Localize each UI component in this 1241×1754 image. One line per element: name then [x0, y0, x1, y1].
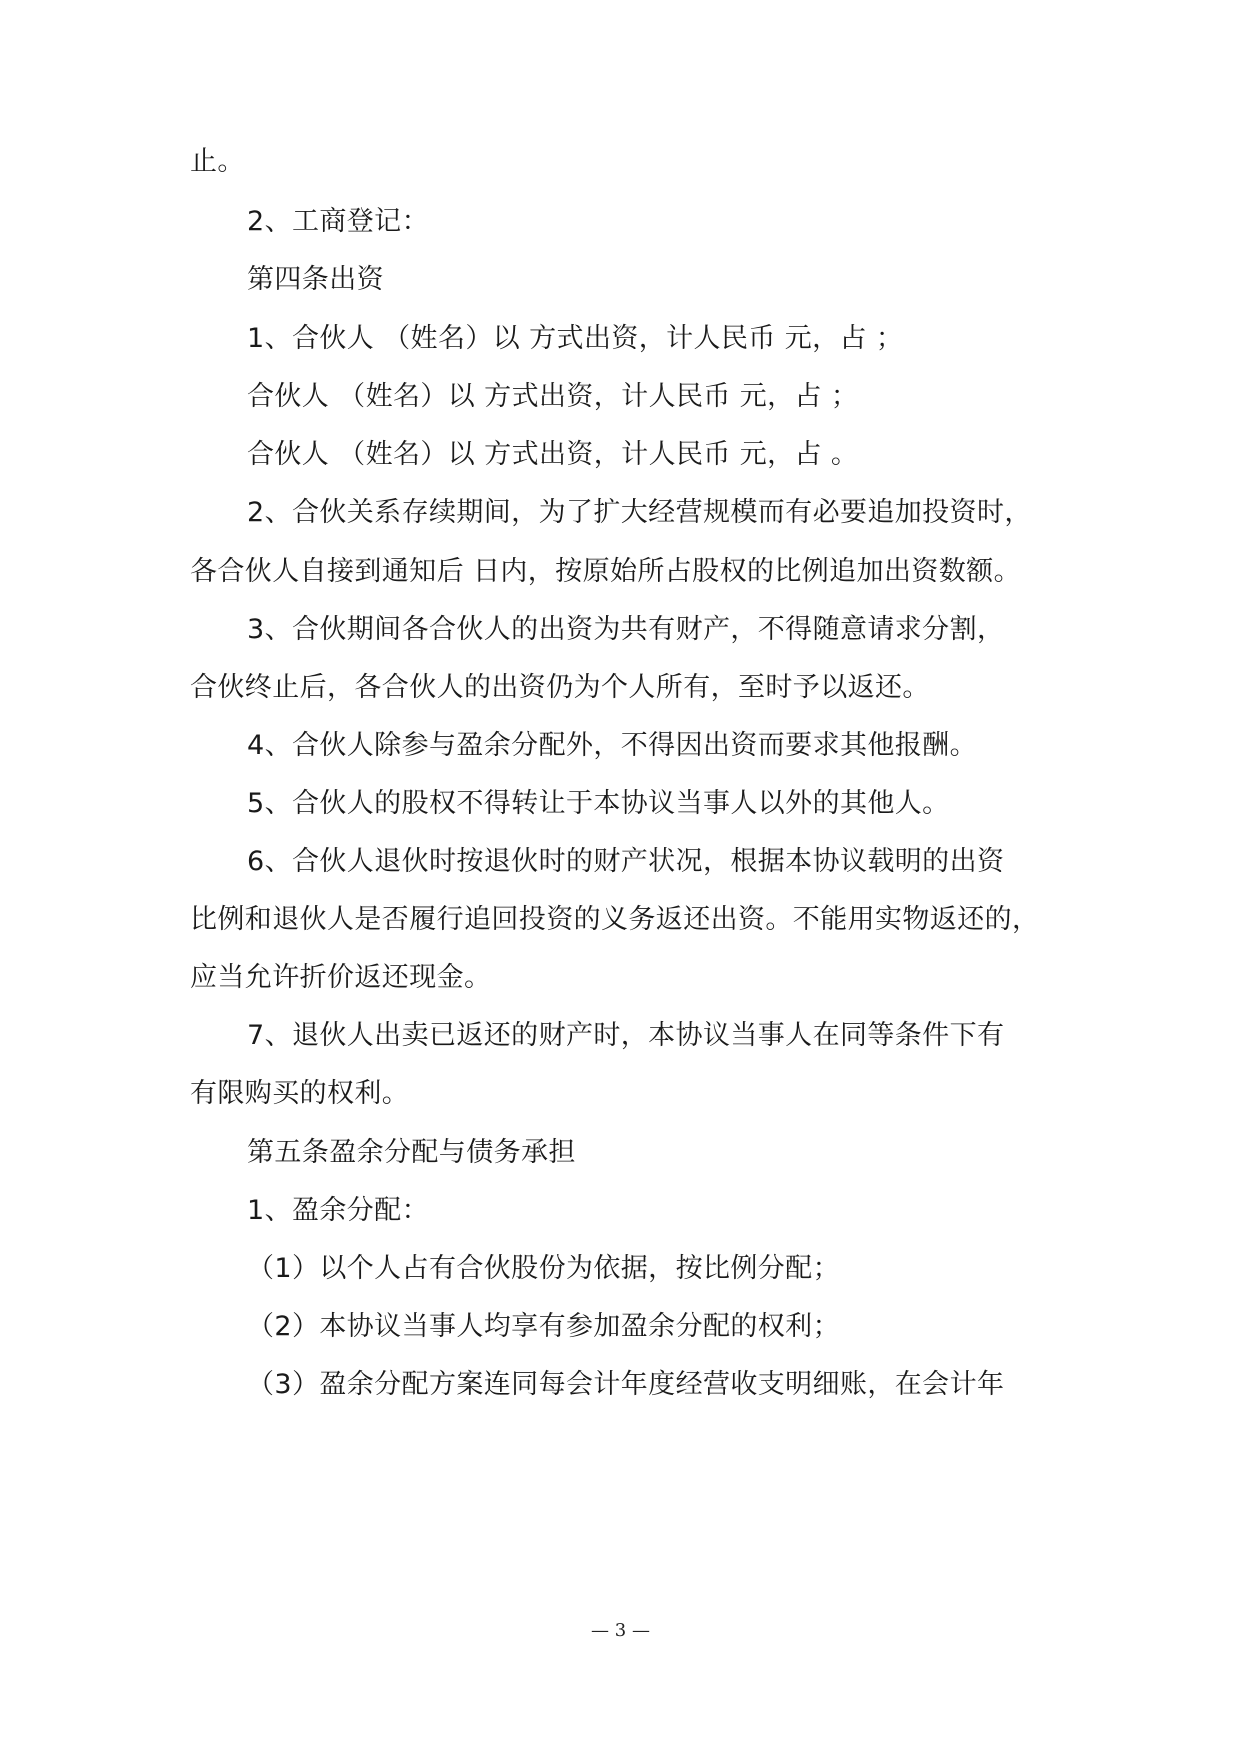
text-line: （1）以个人占有合伙股份为依据，按比例分配； [247, 1253, 840, 1284]
text-line: 合伙终止后，各合伙人的出资仍为个人所有，至时予以返还。 [190, 672, 930, 703]
section-heading: 第四条出资 [247, 264, 384, 295]
text-line: 2、合伙关系存续期间，为了扩大经营规模而有必要追加投资时， [247, 497, 1032, 528]
text-line: 1、盈余分配： [247, 1195, 429, 1226]
text-line: 3、合伙期间各合伙人的出资为共有财产，不得随意请求分割， [247, 614, 1005, 645]
text-line: 合伙人 （姓名）以 方式出资，计人民币 元，占 ； [247, 381, 859, 412]
section-heading: 第五条盈余分配与债务承担 [247, 1137, 576, 1168]
text-line: （3）盈余分配方案连同每会计年度经营收支明细账，在会计年 [247, 1369, 1005, 1400]
text-line: 4、合伙人除参与盈余分配外，不得因出资而要求其他报酬。 [247, 730, 977, 761]
text-line: 比例和退伙人是否履行追回投资的义务返还出资。不能用实物返还的， [190, 904, 1040, 935]
text-line: 6、合伙人退伙时按退伙时的财产状况，根据本协议载明的出资 [247, 846, 1005, 877]
text-line: 止。 [190, 146, 245, 177]
text-line: 有限购买的权利。 [190, 1078, 410, 1109]
text-line: 各合伙人自接到通知后 日内，按原始所占股权的比例追加出资数额。 [190, 556, 1021, 587]
text-line: 2、工商登记： [247, 206, 429, 237]
text-line: （2）本协议当事人均享有参加盈余分配的权利； [247, 1311, 840, 1342]
page-number: — 3 — [591, 1620, 650, 1641]
text-line: 合伙人 （姓名）以 方式出资，计人民币 元，占 。 [247, 439, 859, 470]
text-line: 5、合伙人的股权不得转让于本协议当事人以外的其他人。 [247, 788, 950, 819]
text-line: 应当允许折价返还现金。 [190, 962, 492, 993]
text-line: 7、退伙人出卖已返还的财产时，本协议当事人在同等条件下有 [247, 1020, 1005, 1051]
text-line: 1、合伙人 （姓名）以 方式出资，计人民币 元，占 ； [247, 323, 904, 354]
